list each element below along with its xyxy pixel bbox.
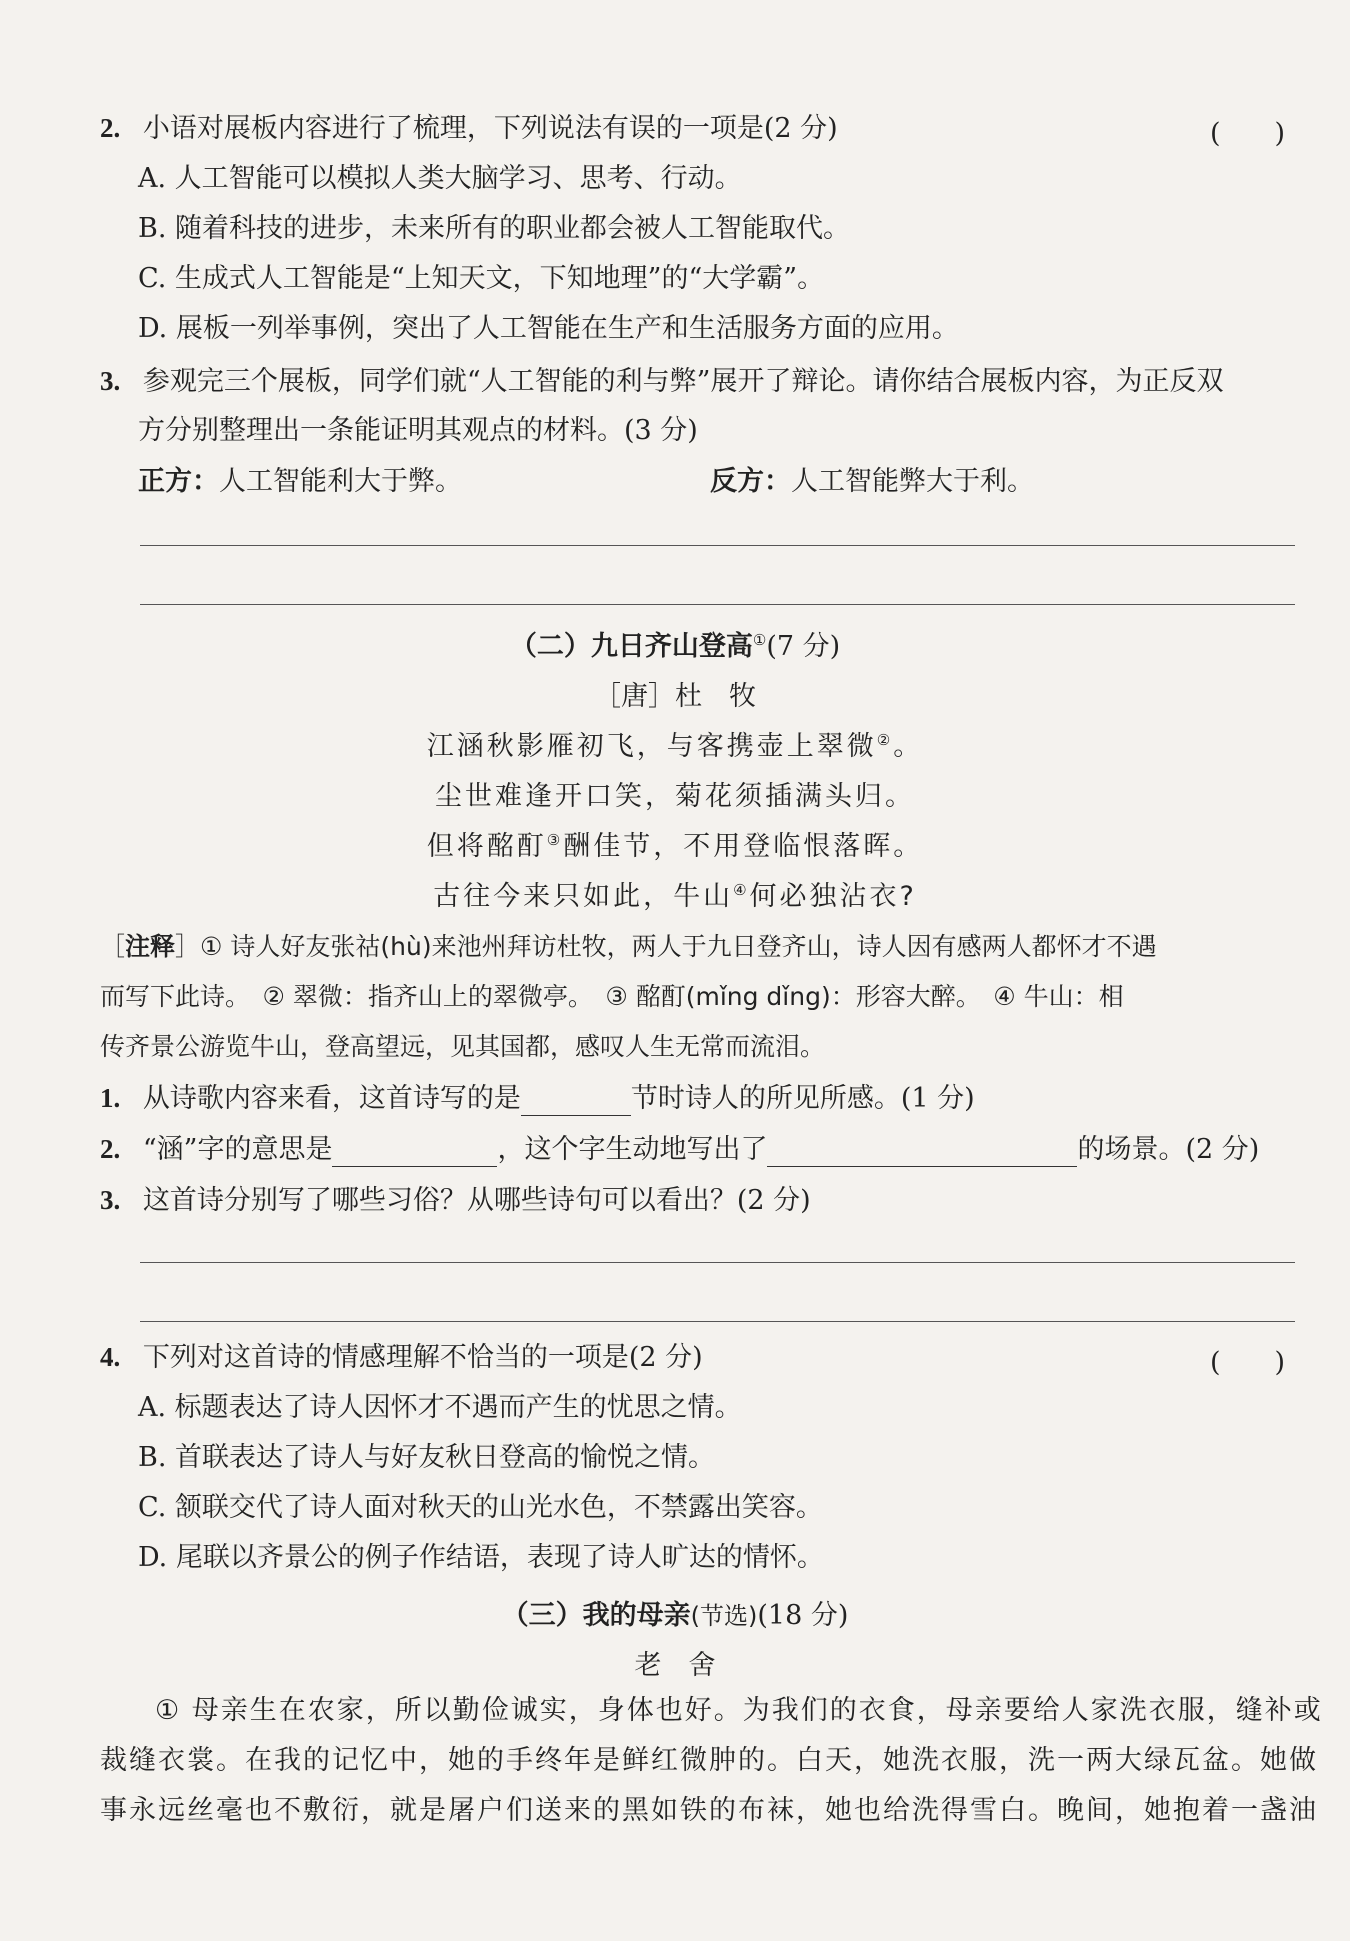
question-stem-line2: 方分别整理出一条能证明其观点的材料。(3 分): [138, 415, 698, 446]
poem-line-2: 尘世难逢开口笑，菊花须插满头归。: [435, 781, 915, 812]
section-title: （二）九日齐山登高: [509, 631, 753, 662]
section-2-title: [0, 624, 1350, 663]
essay-author: 老 舍: [634, 1650, 716, 1681]
poem-line-3: 但将酩酊③酬佳节，不用登临恨落晖。: [426, 831, 924, 862]
pro-text: 人工智能利大于弊。: [219, 466, 462, 497]
answer-line[interactable]: [140, 1262, 1295, 1263]
fill-blank[interactable]: [332, 1140, 497, 1167]
answer-line[interactable]: [140, 1321, 1295, 1322]
paragraph-line-1: ① 母亲生在农家，所以勤俭诚实，身体也好。为我们的衣食，母亲要给人家洗衣服，缝补或: [155, 1695, 1323, 1726]
note-label: 注释: [125, 932, 176, 961]
option-a: A. 标题表达了诗人因怀才不遇而产生的忧思之情。: [138, 1392, 742, 1423]
question-3: [100, 364, 1223, 399]
note-line-1: ［注释］① 诗人好友张祜(hù)来池州拜访杜牧，两人于九日登齐山，诗人因有感两人都怀才不遇: [100, 932, 1157, 961]
section-score: (7 分): [766, 631, 841, 662]
con-side: [710, 465, 1034, 499]
answer-bracket[interactable]: ( ): [1210, 1347, 1286, 1378]
question-number: 3.: [100, 366, 121, 396]
question-stem-line1: 参观完三个展板，同学们就“人工智能的利与弊”展开了辩论。请你结合展板内容，为正反双: [142, 366, 1224, 397]
poem-question-3: 3. 这首诗分别写了哪些习俗？从哪些诗句可以看出？(2 分): [100, 1185, 811, 1216]
option-d: D. 尾联以齐景公的例子作结语，表现了诗人旷达的情怀。: [138, 1542, 824, 1573]
poem-author: ［唐］杜 牧: [594, 681, 756, 712]
poem-question-1: 1. 从诗歌内容来看，这首诗写的是 节时诗人的所见所感。(1 分): [100, 1083, 975, 1114]
fill-blank[interactable]: [521, 1089, 631, 1116]
answer-line[interactable]: [140, 604, 1295, 605]
option-c: C. 颔联交代了诗人面对秋天的山光水色，不禁露出笑容。: [138, 1492, 823, 1523]
section-subtitle: (节选): [690, 1602, 758, 1630]
option-b: B. 首联表达了诗人与好友秋日登高的愉悦之情。: [138, 1442, 716, 1473]
question-stem: 小语对展板内容进行了梳理，下列说法有误的一项是(2 分): [142, 113, 838, 144]
paragraph-line-3: 事永远丝毫也不敷衍，就是屠户们送来的黑如铁的布袜，她也给洗得雪白。晚间，她抱着一盏油: [100, 1795, 1318, 1826]
poem-line-1: 江涵秋影雁初飞，与客携壶上翠微②。: [426, 731, 924, 762]
poem-question-2: 2. “涵”字的意思是 ，这个字生动地写出了 的场景。(2 分): [100, 1134, 1260, 1165]
con-text: 人工智能弊大于利。: [791, 466, 1034, 497]
poem-question-4: 4. 下列对这首诗的情感理解不恰当的一项是(2 分): [100, 1342, 703, 1373]
footnote-marker: ①: [752, 631, 767, 649]
fill-blank[interactable]: [767, 1140, 1077, 1167]
answer-bracket[interactable]: ( ): [1210, 118, 1286, 149]
section-title: （三）我的母亲: [501, 1600, 691, 1631]
section-3-title: [0, 1593, 1350, 1632]
con-label: 反方：: [710, 466, 791, 497]
option-d: D. 展板一列举事例，突出了人工智能在生产和生活服务方面的应用。: [138, 313, 959, 344]
option-c: C. 生成式人工智能是“上知天文，下知地理”的“大学霸”。: [138, 263, 825, 294]
paragraph-line-2: 裁缝衣裳。在我的记忆中，她的手终年是鲜红微肿的。白天，她洗衣服，洗一两大绿瓦盆。她做: [100, 1745, 1318, 1776]
poem-line-4: 古往今来只如此，牛山④何必独沾衣?: [433, 881, 917, 912]
pro-side: [138, 465, 462, 499]
section-score: (18 分): [757, 1600, 849, 1631]
note-line-3: 传齐景公游览牛山，登高望远，见其国都，感叹人生无常而流泪。: [100, 1032, 826, 1061]
question-number: 2.: [100, 113, 121, 143]
pro-label: 正方：: [138, 466, 219, 497]
answer-line[interactable]: [140, 545, 1295, 546]
option-b: B. 随着科技的进步，未来所有的职业都会被人工智能取代。: [138, 213, 851, 244]
question-2: [100, 111, 838, 146]
note-line-2: 而写下此诗。 ② 翠微：指齐山上的翠微亭。 ③ 酩酊(mǐng dǐng)：形容大醉。 ④ 牛山：相: [100, 982, 1124, 1011]
option-a: A. 人工智能可以模拟人类大脑学习、思考、行动。: [138, 163, 742, 194]
